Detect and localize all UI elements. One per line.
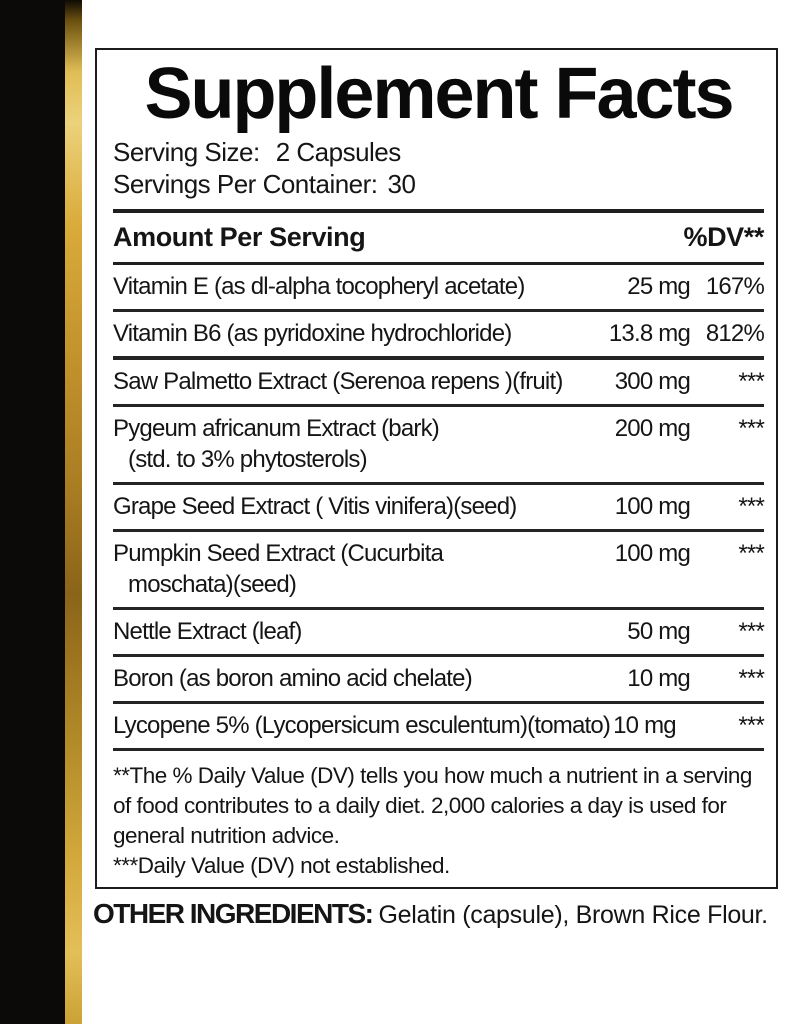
ingredient-name <box>113 616 602 647</box>
servings-per-container-row <box>113 168 764 200</box>
ingredient-name <box>113 538 602 600</box>
table-header <box>113 209 764 265</box>
ingredient-dv: *** <box>738 618 764 645</box>
ingredient-name-line1: Pygeum africanum Extract (bark) <box>113 415 439 442</box>
ingredient-amount: 10 mg <box>627 665 690 692</box>
other-ingredients-value: Gelatin (capsule), Brown Rice Flour. <box>378 901 768 929</box>
ingredient-dv: *** <box>738 415 764 442</box>
ingredient-name-line2: moschata)(seed) <box>128 571 297 598</box>
other-ingredients-label: OTHER INGREDIENTS: <box>93 898 373 929</box>
ingredient-name-line1: Pumpkin Seed Extract (Cucurbita <box>113 540 444 567</box>
other-ingredients <box>93 897 788 932</box>
gold-stripe <box>65 0 82 1024</box>
table-row <box>113 312 764 360</box>
ingredient-name <box>113 318 602 349</box>
ingredient-amount: 10 mg <box>613 712 676 739</box>
ingredient-amount: 100 mg <box>614 540 690 567</box>
servings-per-container-value: 30 <box>387 169 416 199</box>
table-row <box>113 485 764 532</box>
ingredient-name-line1: Vitamin E (as dl-alpha tocopheryl acetate) <box>113 273 525 300</box>
table-row <box>113 657 764 704</box>
table-row <box>113 610 764 657</box>
dv-header: %DV** <box>683 222 764 252</box>
ingredient-name-line1: Saw Palmetto Extract (Serenoa repens )(fruit) <box>113 368 563 395</box>
table-row <box>113 360 764 407</box>
ingredient-name-line1: Grape Seed Extract ( Vitis vinifera)(seed) <box>113 493 517 520</box>
ingredient-name <box>113 271 602 302</box>
table-row <box>113 265 764 312</box>
ingredient-name <box>113 710 610 741</box>
ingredient-name-line1: Boron (as boron amino acid chelate) <box>113 665 472 692</box>
ingredient-name-line1: Nettle Extract (leaf) <box>113 618 302 645</box>
footnote <box>113 751 764 881</box>
amount-per-serving-header: Amount Per Serving <box>113 222 366 252</box>
serving-size-row <box>113 136 764 168</box>
table-row <box>113 532 764 610</box>
ingredient-amount: 300 mg <box>614 368 690 395</box>
ingredient-dv: *** <box>738 368 764 395</box>
ingredient-amount: 200 mg <box>614 415 690 442</box>
serving-size-label: Serving Size: <box>113 137 260 167</box>
table-row <box>113 704 764 751</box>
ingredient-name <box>113 491 602 522</box>
ingredient-name-line2: (std. to 3% phytosterols) <box>128 446 367 473</box>
facts-title: Supplement Facts <box>144 54 733 134</box>
ingredient-dv: *** <box>738 712 764 739</box>
ingredient-name <box>113 413 602 475</box>
ingredient-name-line1: Lycopene 5% (Lycopersicum esculentum)(tomato) <box>113 712 611 739</box>
ingredient-amount: 13.8 mg <box>608 320 690 347</box>
ingredient-dv: *** <box>738 665 764 692</box>
supplement-facts-panel <box>95 48 778 889</box>
ingredient-name <box>113 663 602 694</box>
ingredient-rows <box>113 265 764 751</box>
ingredient-amount: 25 mg <box>627 273 690 300</box>
ingredient-dv: *** <box>738 540 764 567</box>
ingredient-dv: 167% <box>705 273 764 300</box>
ingredient-name-line1: Vitamin B6 (as pyridoxine hydrochloride) <box>113 320 512 347</box>
ingredient-dv: *** <box>738 493 764 520</box>
serving-size-value: 2 Capsules <box>275 137 401 167</box>
dv-footnote: **The % Daily Value (DV) tells you how much a nutrient in a serving of food contributes to a daily diet. 2,000 calories a day is used for general nutrition advice. <box>113 763 752 848</box>
nd-footnote: ***Daily Value (DV) not established. <box>113 853 450 878</box>
ingredient-dv: 812% <box>705 320 764 347</box>
ingredient-amount: 50 mg <box>627 618 690 645</box>
ingredient-amount: 100 mg <box>614 493 690 520</box>
table-row <box>113 407 764 485</box>
servings-per-container-label: Servings Per Container: <box>113 169 378 199</box>
black-sidebar <box>0 0 65 1024</box>
ingredient-name <box>113 366 602 397</box>
